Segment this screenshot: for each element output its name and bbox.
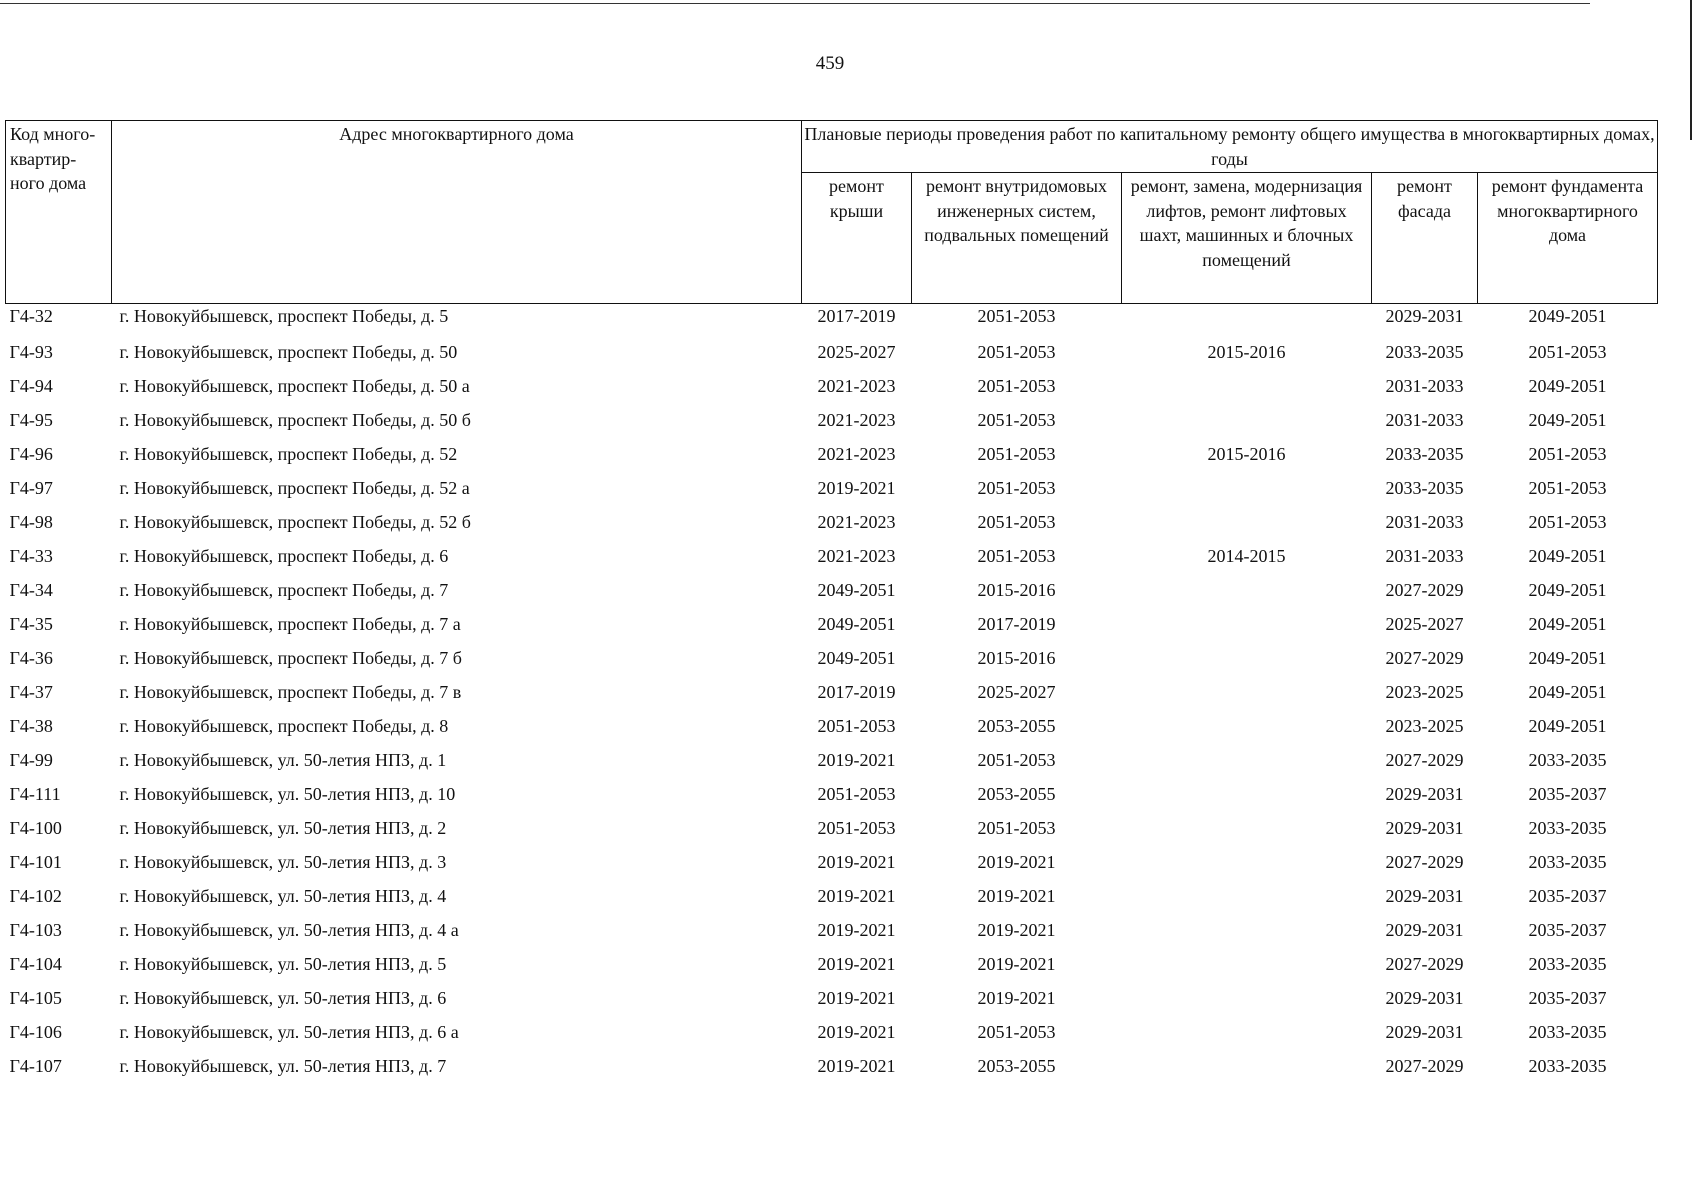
cell-code: Г4-95 xyxy=(9,409,53,430)
cell-address: г. Новокуйбышевск, проспект Победы, д. 7 в xyxy=(119,681,462,702)
cell-foundation: 2049-2051 xyxy=(1528,306,1607,326)
page-number: 459 xyxy=(815,53,845,74)
cell-foundation: 2049-2051 xyxy=(1528,647,1607,668)
cell-address: г. Новокуйбышевск, проспект Победы, д. 5 xyxy=(119,306,449,326)
cell-address: г. Новокуйбышевск, проспект Победы, д. 52 а xyxy=(119,477,470,498)
cell-code: Г4-38 xyxy=(9,715,53,736)
cell-lifts xyxy=(1122,403,1372,437)
cell-foundation: 2049-2051 xyxy=(1528,579,1607,600)
cell-code: Г4-93 xyxy=(9,341,53,362)
cell-systems: 2051-2053 xyxy=(977,477,1056,498)
cell-roof: 2049-2051 xyxy=(817,579,896,600)
header-periods: Плановые периоды проведения работ по капитальному ремонту общего имущества в многоквартирных домах, годы xyxy=(802,121,1658,173)
cell-roof: 2019-2021 xyxy=(817,1055,896,1076)
cell-code: Г4-97 xyxy=(9,477,53,498)
cell-address: г. Новокуйбышевск, проспект Победы, д. 7 xyxy=(119,579,449,600)
cell-foundation: 2033-2035 xyxy=(1528,817,1607,838)
header-roof: ремонт крыши xyxy=(802,173,912,304)
cell-code: Г4-100 xyxy=(9,817,62,838)
repair-schedule-table xyxy=(5,120,1658,1083)
cell-foundation: 2049-2051 xyxy=(1528,715,1607,736)
cell-foundation: 2033-2035 xyxy=(1528,953,1607,974)
top-rule xyxy=(0,3,1590,4)
cell-roof: 2021-2023 xyxy=(817,409,896,430)
table-row xyxy=(6,539,1658,573)
cell-facade: 2023-2025 xyxy=(1385,715,1464,736)
cell-code: Г4-37 xyxy=(9,681,53,702)
cell-foundation: 2049-2051 xyxy=(1528,681,1607,702)
cell-code: Г4-96 xyxy=(9,443,53,464)
cell-lifts: 2015-2016 xyxy=(1207,341,1286,362)
cell-lifts xyxy=(1122,777,1372,811)
cell-roof: 2019-2021 xyxy=(817,919,896,940)
header-foundation: ремонт фундамента многоквартирного дома xyxy=(1478,173,1658,304)
table-row xyxy=(6,981,1658,1015)
cell-lifts xyxy=(1122,573,1372,607)
cell-lifts xyxy=(1122,505,1372,539)
cell-facade: 2029-2031 xyxy=(1385,987,1464,1008)
cell-systems: 2053-2055 xyxy=(977,783,1056,804)
cell-foundation: 2033-2035 xyxy=(1528,749,1607,770)
cell-systems: 2053-2055 xyxy=(977,1055,1056,1076)
cell-lifts xyxy=(1122,675,1372,709)
cell-lifts xyxy=(1122,879,1372,913)
cell-facade: 2033-2035 xyxy=(1385,477,1464,498)
cell-lifts xyxy=(1122,471,1372,505)
cell-lifts xyxy=(1122,607,1372,641)
cell-code: Г4-36 xyxy=(9,647,53,668)
cell-systems: 2051-2053 xyxy=(977,749,1056,770)
cell-code: Г4-32 xyxy=(9,306,53,326)
cell-address: г. Новокуйбышевск, проспект Победы, д. 8 xyxy=(119,715,449,736)
cell-lifts: 2015-2016 xyxy=(1207,443,1286,464)
cell-facade: 2027-2029 xyxy=(1385,1055,1464,1076)
cell-roof: 2019-2021 xyxy=(817,953,896,974)
cell-code: Г4-111 xyxy=(9,783,61,804)
table-row xyxy=(6,471,1658,505)
cell-code: Г4-102 xyxy=(9,885,62,906)
table-row xyxy=(6,709,1658,743)
cell-systems: 2051-2053 xyxy=(977,511,1056,532)
table-row xyxy=(6,777,1658,811)
cell-facade: 2029-2031 xyxy=(1385,783,1464,804)
cell-code: Г4-34 xyxy=(9,579,53,600)
cell-lifts xyxy=(1122,1015,1372,1049)
cell-lifts xyxy=(1122,811,1372,845)
table-row xyxy=(6,811,1658,845)
cell-lifts xyxy=(1122,947,1372,981)
cell-facade: 2025-2027 xyxy=(1385,613,1464,634)
cell-roof: 2019-2021 xyxy=(817,987,896,1008)
cell-roof: 2019-2021 xyxy=(817,749,896,770)
table-row xyxy=(6,437,1658,471)
table-row xyxy=(6,675,1658,709)
cell-facade: 2033-2035 xyxy=(1385,341,1464,362)
cell-facade: 2031-2033 xyxy=(1385,511,1464,532)
cell-systems: 2019-2021 xyxy=(977,885,1056,906)
cell-roof: 2021-2023 xyxy=(817,443,896,464)
cell-address: г. Новокуйбышевск, проспект Победы, д. 52 б xyxy=(119,511,471,532)
cell-roof: 2021-2023 xyxy=(817,511,896,532)
cell-systems: 2051-2053 xyxy=(977,409,1056,430)
cell-foundation: 2033-2035 xyxy=(1528,1021,1607,1042)
cell-code: Г4-99 xyxy=(9,749,53,770)
cell-roof: 2049-2051 xyxy=(817,613,896,634)
cell-foundation: 2051-2053 xyxy=(1528,477,1607,498)
cell-roof: 2021-2023 xyxy=(817,545,896,566)
cell-roof: 2019-2021 xyxy=(817,885,896,906)
cell-systems: 2053-2055 xyxy=(977,715,1056,736)
cell-code: Г4-106 xyxy=(9,1021,62,1042)
cell-facade: 2031-2033 xyxy=(1385,545,1464,566)
cell-systems: 2019-2021 xyxy=(977,953,1056,974)
cell-lifts xyxy=(1122,1049,1372,1083)
cell-lifts xyxy=(1122,369,1372,403)
cell-systems: 2051-2053 xyxy=(977,341,1056,362)
cell-foundation: 2051-2053 xyxy=(1528,443,1607,464)
table-row xyxy=(6,505,1658,539)
cell-facade: 2027-2029 xyxy=(1385,749,1464,770)
header-lifts: ремонт, замена, модернизация лифтов, ремонт лифтовых шахт, машинных и блочных помещений xyxy=(1122,173,1372,304)
table-row xyxy=(6,913,1658,947)
cell-systems: 2051-2053 xyxy=(977,817,1056,838)
cell-code: Г4-105 xyxy=(9,987,62,1008)
cell-facade: 2023-2025 xyxy=(1385,681,1464,702)
cell-systems: 2051-2053 xyxy=(977,375,1056,396)
cell-lifts xyxy=(1122,981,1372,1015)
cell-facade: 2027-2029 xyxy=(1385,851,1464,872)
cell-roof: 2051-2053 xyxy=(817,715,896,736)
cell-lifts xyxy=(1122,845,1372,879)
cell-foundation: 2049-2051 xyxy=(1528,375,1607,396)
cell-systems: 2015-2016 xyxy=(977,579,1056,600)
cell-address: г. Новокуйбышевск, проспект Победы, д. 7 б xyxy=(119,647,462,668)
cell-facade: 2031-2033 xyxy=(1385,409,1464,430)
cell-facade: 2029-2031 xyxy=(1385,1021,1464,1042)
cell-code: Г4-98 xyxy=(9,511,53,532)
header-code: Код много-квартир-ного дома xyxy=(6,121,112,304)
cell-foundation: 2051-2053 xyxy=(1528,341,1607,362)
cell-address: г. Новокуйбышевск, ул. 50-летия НПЗ, д. 5 xyxy=(119,953,447,974)
table-body xyxy=(6,304,1658,1084)
cell-roof: 2019-2021 xyxy=(817,851,896,872)
cell-roof: 2017-2019 xyxy=(817,306,896,326)
table-row xyxy=(6,607,1658,641)
cell-roof: 2051-2053 xyxy=(817,783,896,804)
cell-address: г. Новокуйбышевск, проспект Победы, д. 7 а xyxy=(119,613,461,634)
cell-code: Г4-33 xyxy=(9,545,53,566)
cell-address: г. Новокуйбышевск, ул. 50-летия НПЗ, д. 6 xyxy=(119,987,447,1008)
header-facade: ремонт фасада xyxy=(1372,173,1478,304)
cell-facade: 2029-2031 xyxy=(1385,817,1464,838)
cell-systems: 2051-2053 xyxy=(977,1021,1056,1042)
table-row xyxy=(6,304,1658,336)
cell-roof: 2049-2051 xyxy=(817,647,896,668)
cell-address: г. Новокуйбышевск, ул. 50-летия НПЗ, д. 4 а xyxy=(119,919,459,940)
cell-code: Г4-107 xyxy=(9,1055,62,1076)
cell-lifts xyxy=(1122,304,1372,336)
table-row xyxy=(6,947,1658,981)
cell-foundation: 2035-2037 xyxy=(1528,783,1607,804)
cell-address: г. Новокуйбышевск, ул. 50-летия НПЗ, д. 4 xyxy=(119,885,447,906)
cell-address: г. Новокуйбышевск, ул. 50-летия НПЗ, д. 1 xyxy=(119,749,447,770)
table-row xyxy=(6,1049,1658,1083)
cell-foundation: 2035-2037 xyxy=(1528,919,1607,940)
cell-facade: 2027-2029 xyxy=(1385,953,1464,974)
cell-facade: 2031-2033 xyxy=(1385,375,1464,396)
cell-foundation: 2051-2053 xyxy=(1528,511,1607,532)
cell-systems: 2019-2021 xyxy=(977,851,1056,872)
cell-foundation: 2035-2037 xyxy=(1528,987,1607,1008)
cell-code: Г4-35 xyxy=(9,613,53,634)
right-edge-rule xyxy=(1690,0,1692,140)
cell-roof: 2025-2027 xyxy=(817,341,896,362)
header-address: Адрес многоквартирного дома xyxy=(112,121,802,304)
cell-address: г. Новокуйбышевск, проспект Победы, д. 50 xyxy=(119,341,458,362)
cell-address: г. Новокуйбышевск, проспект Победы, д. 50 б xyxy=(119,409,471,430)
cell-lifts xyxy=(1122,743,1372,777)
cell-address: г. Новокуйбышевск, ул. 50-летия НПЗ, д. 10 xyxy=(119,783,456,804)
cell-facade: 2029-2031 xyxy=(1385,306,1464,326)
table-row xyxy=(6,403,1658,437)
cell-systems: 2025-2027 xyxy=(977,681,1056,702)
cell-address: г. Новокуйбышевск, ул. 50-летия НПЗ, д. 3 xyxy=(119,851,447,872)
cell-code: Г4-101 xyxy=(9,851,62,872)
cell-foundation: 2049-2051 xyxy=(1528,613,1607,634)
table-row xyxy=(6,1015,1658,1049)
cell-foundation: 2033-2035 xyxy=(1528,1055,1607,1076)
table-row xyxy=(6,879,1658,913)
cell-roof: 2021-2023 xyxy=(817,375,896,396)
table-row xyxy=(6,743,1658,777)
cell-lifts xyxy=(1122,641,1372,675)
cell-foundation: 2035-2037 xyxy=(1528,885,1607,906)
cell-code: Г4-94 xyxy=(9,375,53,396)
cell-address: г. Новокуйбышевск, ул. 50-летия НПЗ, д. 6 а xyxy=(119,1021,459,1042)
cell-lifts xyxy=(1122,913,1372,947)
cell-facade: 2033-2035 xyxy=(1385,443,1464,464)
table-row xyxy=(6,573,1658,607)
cell-systems: 2051-2053 xyxy=(977,443,1056,464)
cell-facade: 2029-2031 xyxy=(1385,919,1464,940)
cell-address: г. Новокуйбышевск, ул. 50-летия НПЗ, д. 2 xyxy=(119,817,447,838)
table-row xyxy=(6,369,1658,403)
table-row xyxy=(6,845,1658,879)
cell-address: г. Новокуйбышевск, ул. 50-летия НПЗ, д. 7 xyxy=(119,1055,447,1076)
cell-facade: 2027-2029 xyxy=(1385,647,1464,668)
cell-code: Г4-103 xyxy=(9,919,62,940)
cell-foundation: 2049-2051 xyxy=(1528,409,1607,430)
cell-address: г. Новокуйбышевск, проспект Победы, д. 6 xyxy=(119,545,449,566)
cell-address: г. Новокуйбышевск, проспект Победы, д. 52 xyxy=(119,443,458,464)
cell-roof: 2019-2021 xyxy=(817,1021,896,1042)
table-row xyxy=(6,641,1658,675)
header-systems: ремонт внутридомовых инженерных систем, подвальных помещений xyxy=(912,173,1122,304)
cell-facade: 2029-2031 xyxy=(1385,885,1464,906)
cell-address: г. Новокуйбышевск, проспект Победы, д. 50 а xyxy=(119,375,470,396)
header-row-1 xyxy=(6,121,1658,173)
cell-roof: 2019-2021 xyxy=(817,477,896,498)
cell-lifts: 2014-2015 xyxy=(1207,545,1286,566)
cell-systems: 2019-2021 xyxy=(977,987,1056,1008)
cell-code: Г4-104 xyxy=(9,953,62,974)
cell-foundation: 2049-2051 xyxy=(1528,545,1607,566)
cell-lifts xyxy=(1122,709,1372,743)
cell-systems: 2017-2019 xyxy=(977,613,1056,634)
cell-facade: 2027-2029 xyxy=(1385,579,1464,600)
cell-systems: 2051-2053 xyxy=(977,545,1056,566)
table-row xyxy=(6,335,1658,369)
cell-foundation: 2033-2035 xyxy=(1528,851,1607,872)
cell-systems: 2051-2053 xyxy=(977,306,1056,326)
cell-roof: 2017-2019 xyxy=(817,681,896,702)
cell-roof: 2051-2053 xyxy=(817,817,896,838)
cell-systems: 2015-2016 xyxy=(977,647,1056,668)
cell-systems: 2019-2021 xyxy=(977,919,1056,940)
